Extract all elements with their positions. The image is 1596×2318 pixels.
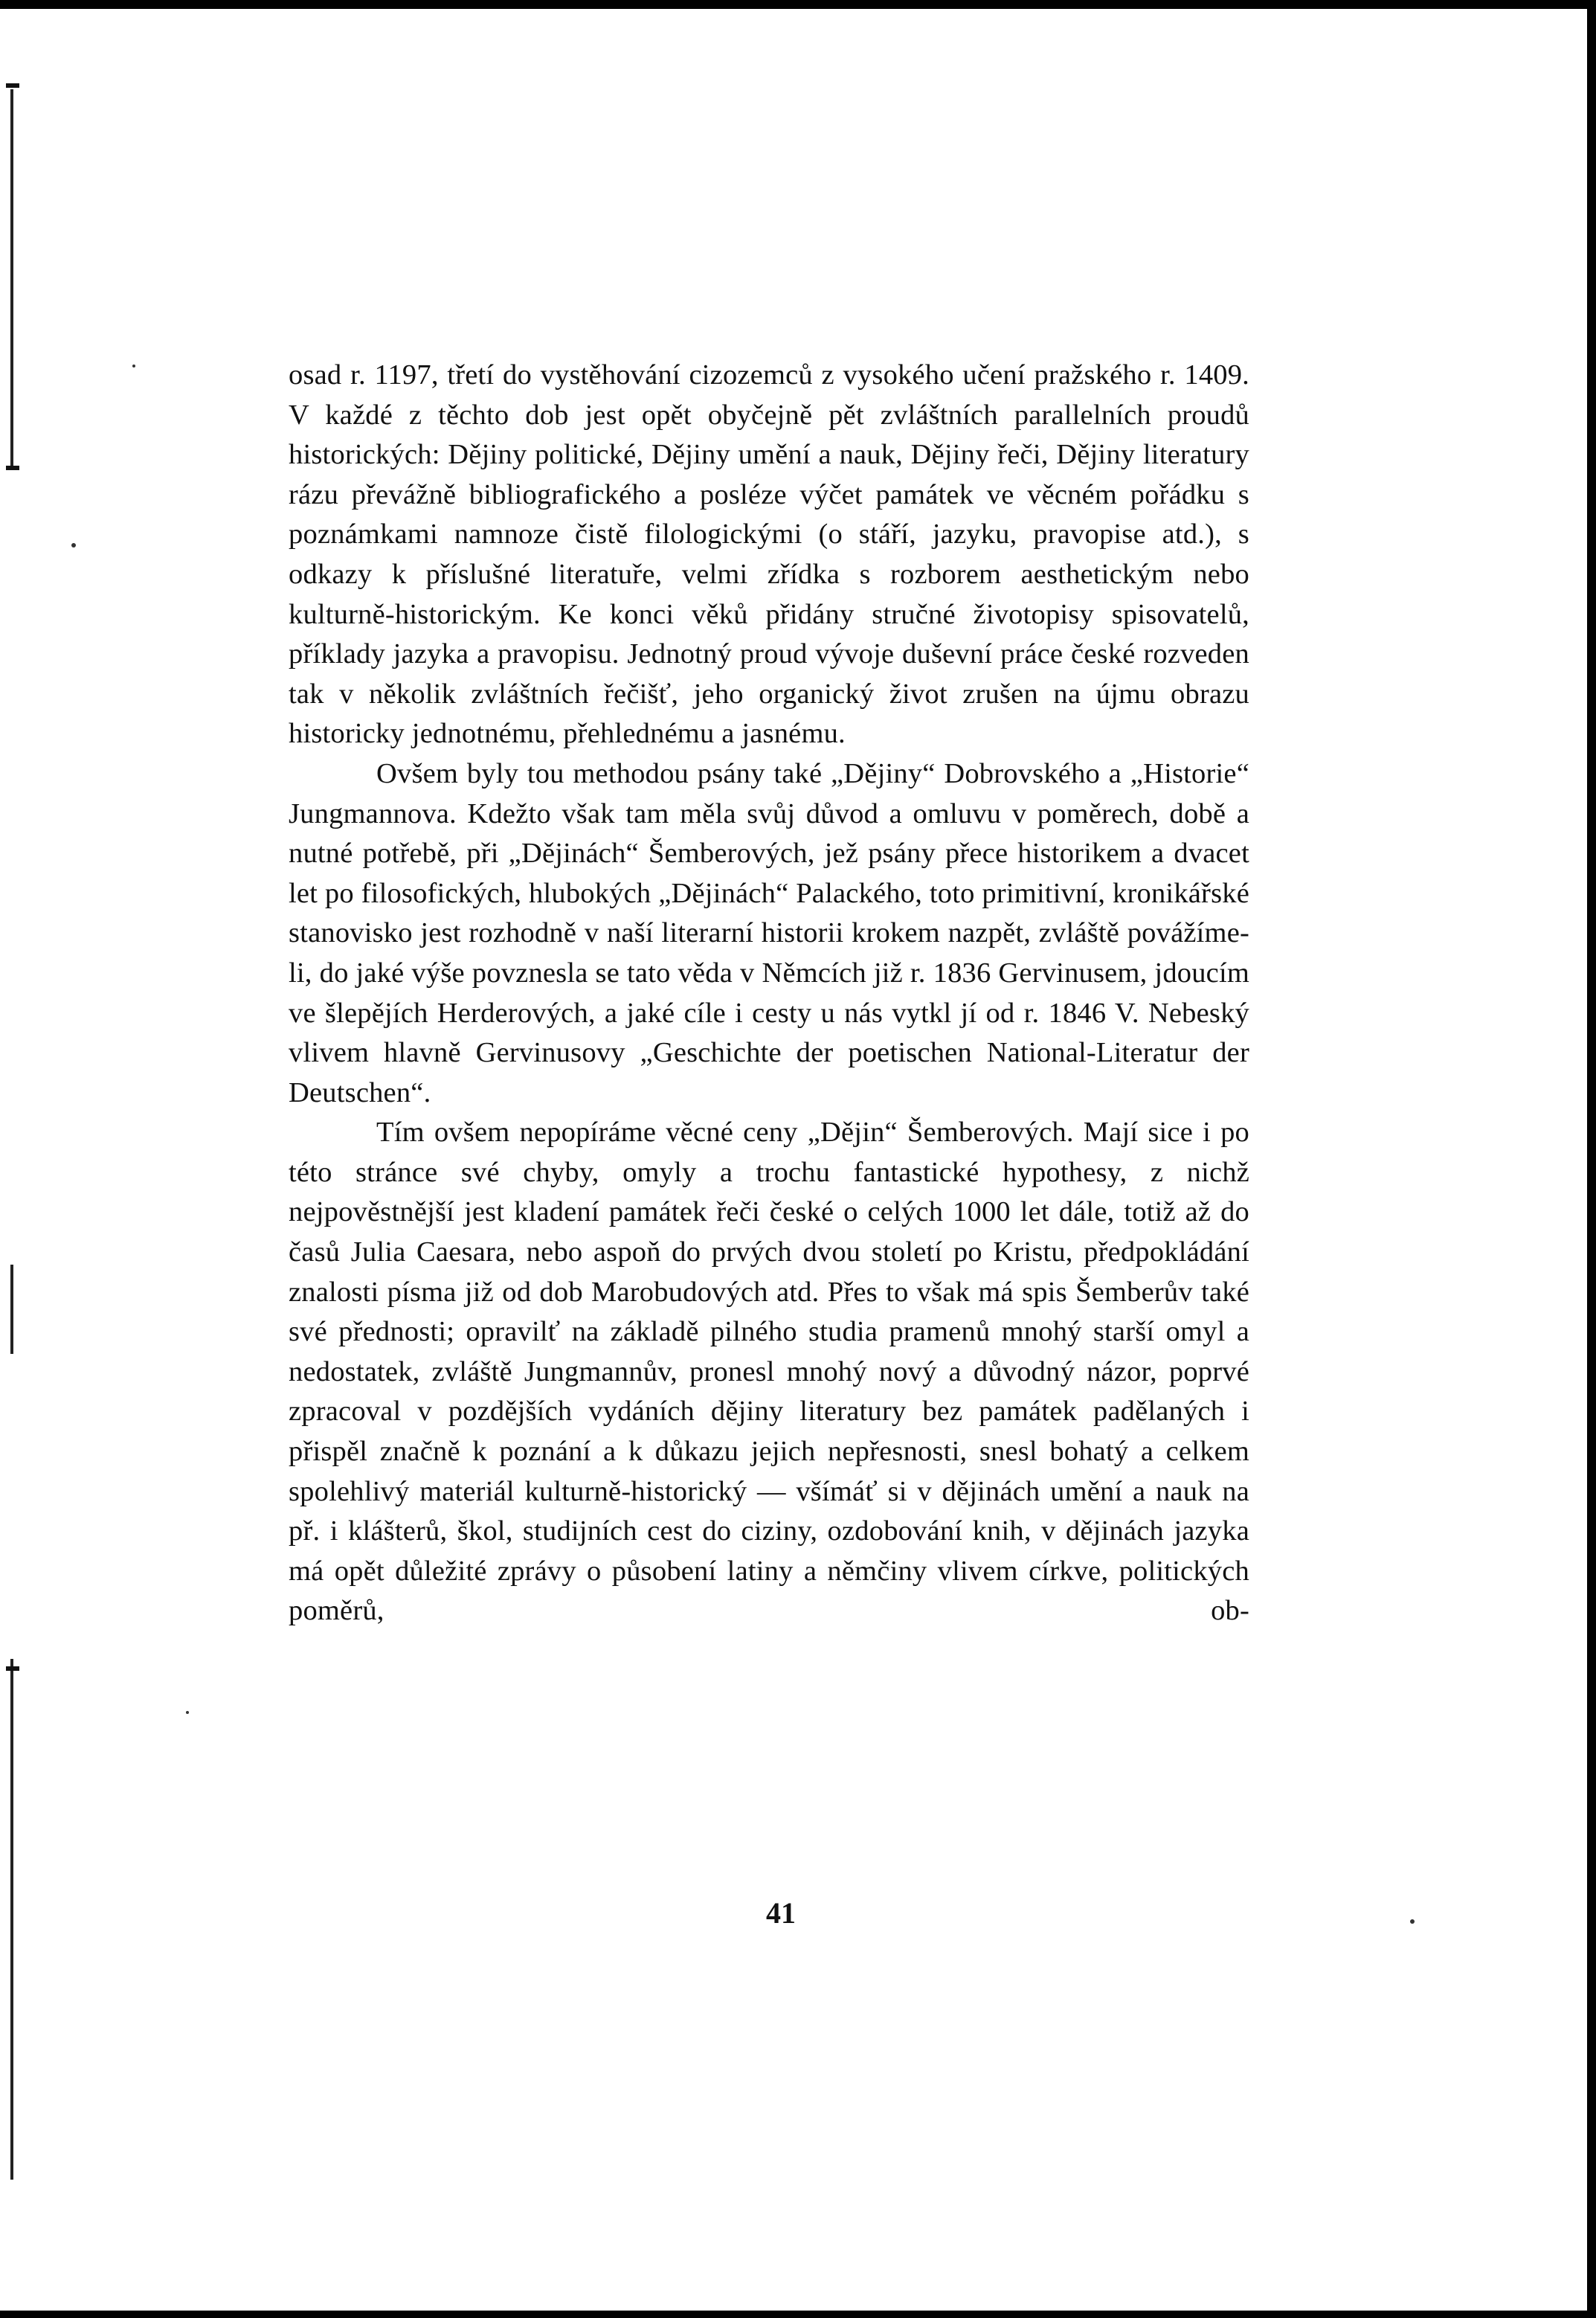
binding-mark [6, 1666, 19, 1671]
paragraph-3: Tím ovšem nepopíráme věcné ceny „Dějin“ Šemberových. Mají sice i po této stránce své chyby, omyly a trochu fantastické hypothesy, z nichž nejpověstnější jest kladení památek řeči české o celých 1000 let dále, totiž až do časů Julia Caesara, nebo aspoň do prvých dvou století po Kristu, předpokládání znalosti písma již od dob Marobudových atd. Přes to však má spis Šemberův také své přednosti; opravilť na základě pilného studia pramenů mnohý starší omyl a nedostatek, zvláště Jungmannův, pronesl mnohý nový a důvodný názor, poprvé zpracoval v pozdějších vydáních dějiny literatury bez památek padělaných i přispěl značně k poznání a k důkazu jejich nepřesnosti, snesl bohatý a celkem spolehlivý materiál kulturně-historický — všímáť si v dějinách umění a nauk na př. i klášterů, škol, studijních cest do ciziny, ozdobování knih, v dějinách jazyka má opět důležité zprávy o působení latiny a němčiny vlivem církve, politických poměrů, ob- [289, 1117, 1249, 1627]
scan-border-bottom [0, 2311, 1596, 2318]
page-number: 41 [766, 1896, 796, 1930]
binding-line [10, 89, 13, 469]
paragraph-2: Ovšem byly tou methodou psány také „Dějiny“ Dobrovského a „Historie“ Jungmannova. Kdežto však tam měla svůj důvod a omluvu v poměrech, době a nutné potřebě, při „Dějinách“ Šemberových, jež psány přece historikem a dvacet let po filosofických, hlubokých „Dějinách“ Palackého, toto primitivní, kronikářské stanovisko jest rozhodně v naší literarní historii krokem nazpět, zvláště povážíme-li, do jaké výše povznesla se tato věda v Němcích již r. 1836 Gervinusem, jdoucím ve šlepějích Herderových, a jaké cíle i cesty u nás vytkl jí od r. 1846 V. Nebeský vlivem hlavně Gervinusovy „Geschichte der poetischen National-Literatur der Deutschen“. [289, 757, 1249, 1108]
body-text [289, 356, 1249, 1631]
binding-mark [6, 83, 19, 88]
paragraph-1: osad r. 1197, třetí do vystěhování cizozemců z vysokého učení pražského r. 1409. V každé z těchto dob jest opět obyčejně pět zvláštních parallelních proudů historických: Dějiny politické, Dějiny umění a nauk, Dějiny řeči, Dějiny literatury rázu převážně bibliografického a posléze výčet památek ve věcném pořádku s poznámkami namnoze čistě filologickými (o stáří, jazyku, pravopise atd.), s odkazy k příslušné literatuře, velmi zřídka s rozborem aesthetickým nebo kulturně-historickým. Ke konci věků přidány stručné životopisy spisovatelů, příklady jazyka a pravopisu. Jednotný proud vývoje duševní práce české rozveden tak v několik zvláštních řečišť, jeho organický život zrušen na újmu obrazu historicky jednotnému, přehlednému a jasnému. [289, 359, 1249, 750]
scan-speck [71, 543, 76, 548]
scan-border-right [1587, 0, 1596, 2318]
binding-mark [6, 466, 19, 470]
binding-line [10, 1659, 13, 2180]
binding-line [10, 1265, 13, 1354]
scan-speck [132, 365, 135, 367]
scan-border-top [0, 0, 1596, 9]
scan-speck [1410, 1919, 1415, 1924]
scan-speck [186, 1711, 189, 1714]
